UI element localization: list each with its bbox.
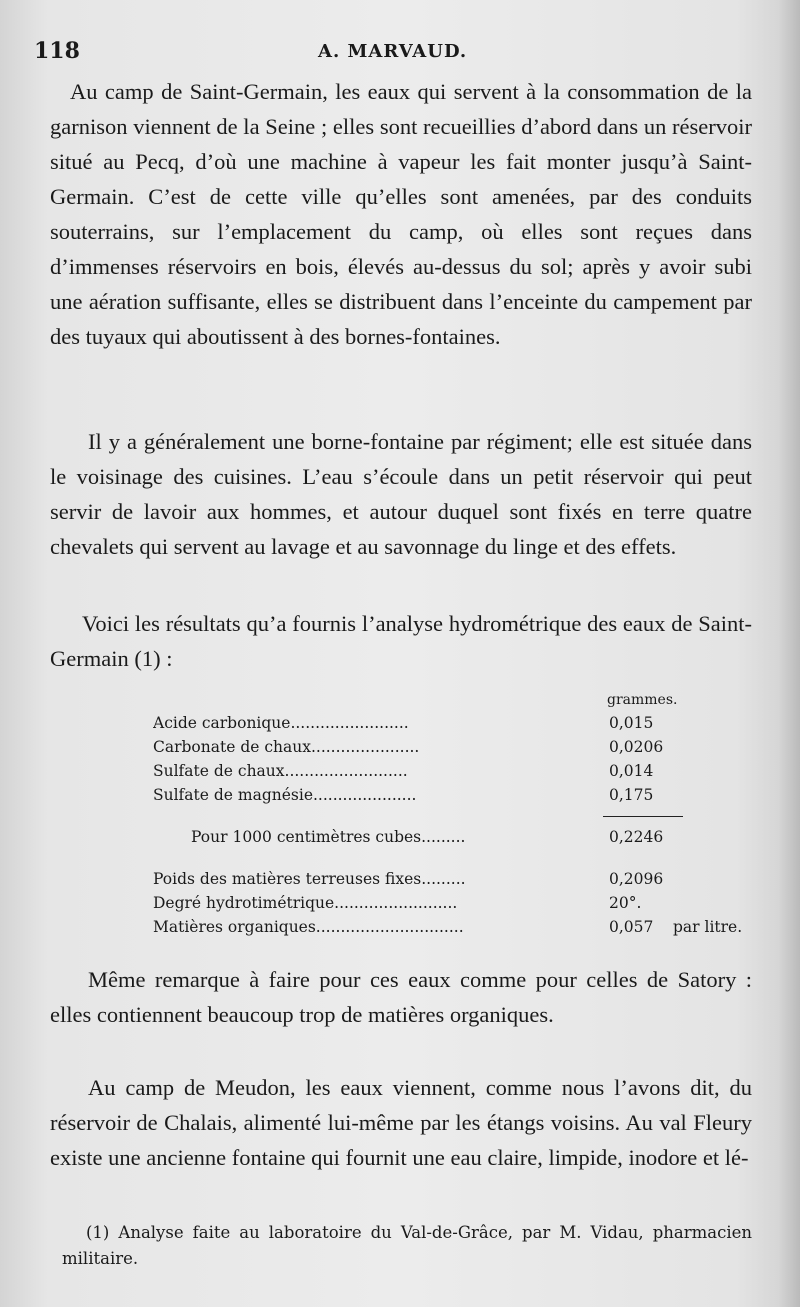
row-label: Acide carbonique........................ — [153, 714, 409, 732]
unit-header: grammes. — [607, 692, 678, 708]
paragraph-organic-remark: Même remarque à faire pour ces eaux comme pour celles de Satory : elles contiennent beaucoup trop de matières organiques. — [50, 967, 752, 1027]
page-number: 118 — [34, 38, 80, 64]
row-label: Carbonate de chaux...................... — [153, 738, 420, 756]
row-value: 0,015 — [609, 714, 654, 732]
row-value: 0,2096 — [609, 870, 664, 888]
table-row — [153, 762, 753, 784]
table-row — [153, 714, 753, 736]
paragraph-analysis-intro: Voici les résultats qu’a fournis l’analyse hydrométrique des eaux de Saint-Germain (1) : — [50, 611, 752, 671]
row-value: 0,057 — [609, 918, 654, 936]
footnote: (1) Analyse faite au laboratoire du Val-de-Grâce, par M. Vidau, pharmacien militaire. — [62, 1223, 752, 1268]
paragraph-meudon: Au camp de Meudon, les eaux viennent, comme nous l’avons dit, du réservoir de Chalais, alimenté lui-même par les étangs voisins. Au val Fleury existe une ancienne fontaine qui fournit une eau claire, limpide, inodore et lé- — [50, 1075, 752, 1170]
table-row — [153, 786, 753, 808]
row-label: Sulfate de chaux......................... — [153, 762, 408, 780]
row-label: Poids des matières terreuses fixes......... — [153, 870, 466, 888]
running-head: A. MARVAUD. — [318, 41, 468, 62]
table-row — [153, 918, 753, 940]
total-value: 0,2246 — [609, 828, 664, 846]
page-edge-shadow — [778, 0, 800, 1307]
row-label: Degré hydrotimétrique......................... — [153, 894, 458, 912]
total-label: Pour 1000 centimètres cubes......... — [191, 828, 466, 846]
row-value: 0,014 — [609, 762, 654, 780]
table-total-row — [153, 828, 753, 850]
row-value: 0,175 — [609, 786, 654, 804]
table-row — [153, 738, 753, 760]
row-unit: par litre. — [673, 918, 743, 936]
table-row — [153, 894, 753, 916]
row-label: Sulfate de magnésie..................... — [153, 786, 417, 804]
row-value: 20°. — [609, 894, 642, 912]
paragraph-saint-germain-supply: Au camp de Saint-Germain, les eaux qui servent à la consommation de la garnison viennent de la Seine ; elles sont recueillies d’abord dans un réservoir situé au Pecq, d’où une machine à vapeur les fait monter jusqu’à Saint-Germain. C’est de cette ville qu’elles sont amenées, par des conduits souterrains, sur l’emplacement du camp, où elles sont reçues dans d’immenses réservoirs en bois, élevés au-dessus du sol; après y avoir subi une aération suffisante, elles se distribuent dans l’enceinte du campement par des tuyaux qui aboutissent à des bornes-fontaines. — [50, 79, 752, 349]
sum-rule — [603, 816, 683, 817]
row-label: Matières organiques.............................. — [153, 918, 464, 936]
page-header — [34, 38, 754, 68]
table-row — [153, 870, 753, 892]
paragraph-borne-fontaine: Il y a généralement une borne-fontaine par régiment; elle est située dans le voisinage des cuisines. L’eau s’écoule dans un petit réservoir qui peut servir de lavoir aux hommes, et autour duquel sont fixés en terre quatre chevalets qui servent au lavage et au savonnage du linge et des effets. — [50, 429, 752, 559]
row-value: 0,0206 — [609, 738, 664, 756]
